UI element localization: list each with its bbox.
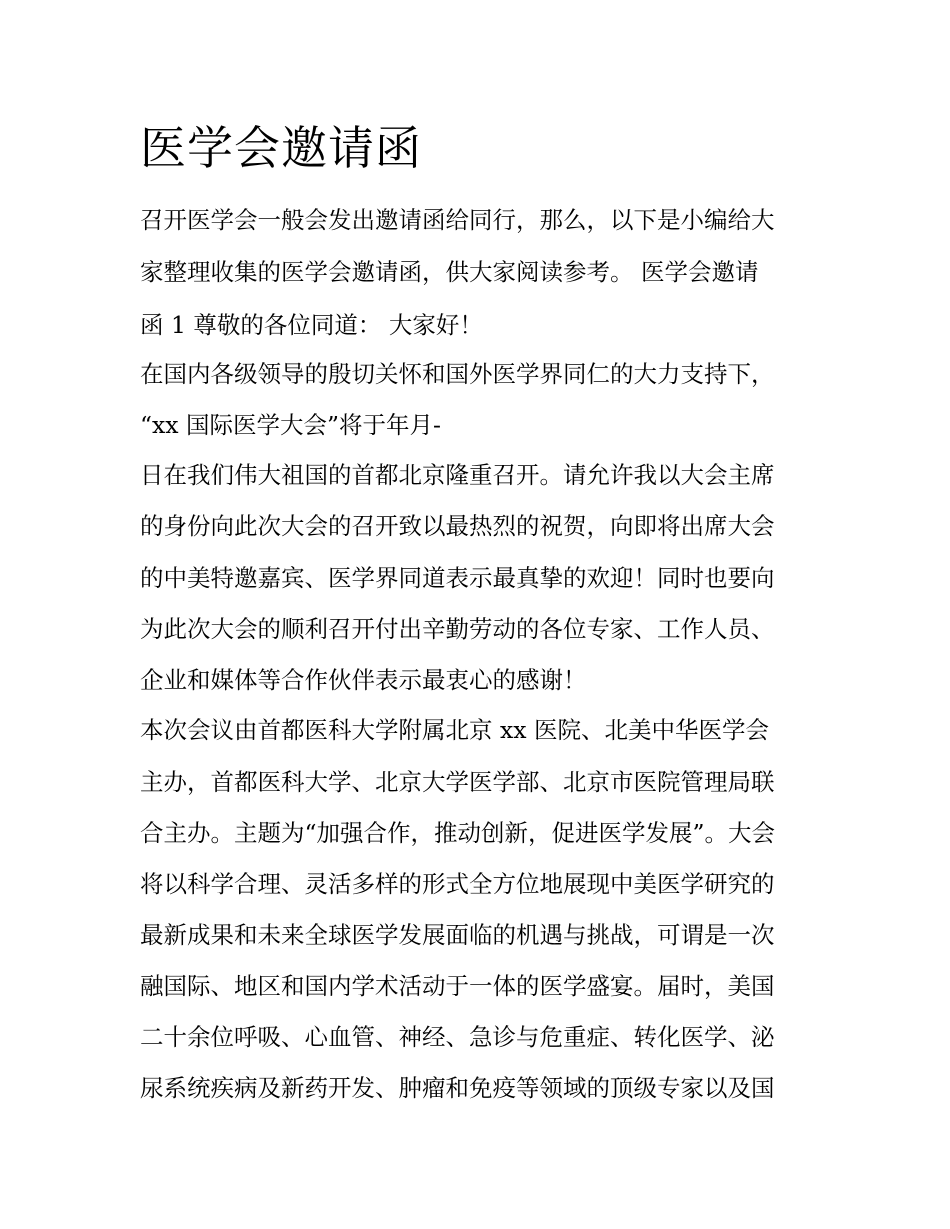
body-line: 家整理收集的医学会邀请函，供大家阅读参考。 医学会邀请 (140, 258, 759, 286)
body-line: 召开医学会一般会发出邀请函给同行，那么，以下是小编给大 (140, 206, 775, 234)
body-line: 合主办。主题为“加强合作，推动创新，促进医学发展”。大会 (140, 819, 776, 847)
body-line: 日在我们伟大祖国的首都北京隆重召开。请允许我以大会主席 (140, 461, 775, 489)
body-line: 企业和媒体等合作伙伴表示最衷心的感谢！ (140, 666, 587, 694)
body-line: 尿系统疾病及新药开发、肿瘤和免疫等领域的顶级专家以及国 (140, 1074, 775, 1102)
body-line: 融国际、地区和国内学术活动于一体的医学盛宴。届时，美国 (140, 972, 775, 1000)
body-line: 本次会议由首都医科大学附属北京 xx 医院、北美中华医学会 (140, 716, 769, 744)
body-line: 最新成果和未来全球医学发展面临的机遇与挑战，可谓是一次 (140, 921, 775, 949)
body-line: 二十余位呼吸、心血管、神经、急诊与危重症、转化医学、泌 (140, 1023, 775, 1051)
body-line: 将以科学合理、灵活多样的形式全方位地展现中美医学研究的 (140, 870, 775, 898)
body-line: 主办，首都医科大学、北京大学医学部、北京市医院管理局联 (140, 768, 775, 796)
body-line: 函 1 尊敬的各位同道： 大家好！ (140, 311, 483, 339)
body-line: 的中美特邀嘉宾、医学界同道表示最真挚的欢迎！同时也要向 (140, 564, 775, 592)
document-title: 医学会邀请函 (140, 121, 422, 175)
body-line: 在国内各级领导的殷切关怀和国外医学界同仁的大力支持下， (140, 360, 775, 388)
body-line: “xx 国际医学大会”将于年月- (140, 411, 441, 439)
body-line: 的身份向此次大会的召开致以最热烈的祝贺，向即将出席大会 (140, 512, 775, 540)
body-line: 为此次大会的顺利召开付出辛勤劳动的各位专家、工作人员、 (140, 615, 775, 643)
